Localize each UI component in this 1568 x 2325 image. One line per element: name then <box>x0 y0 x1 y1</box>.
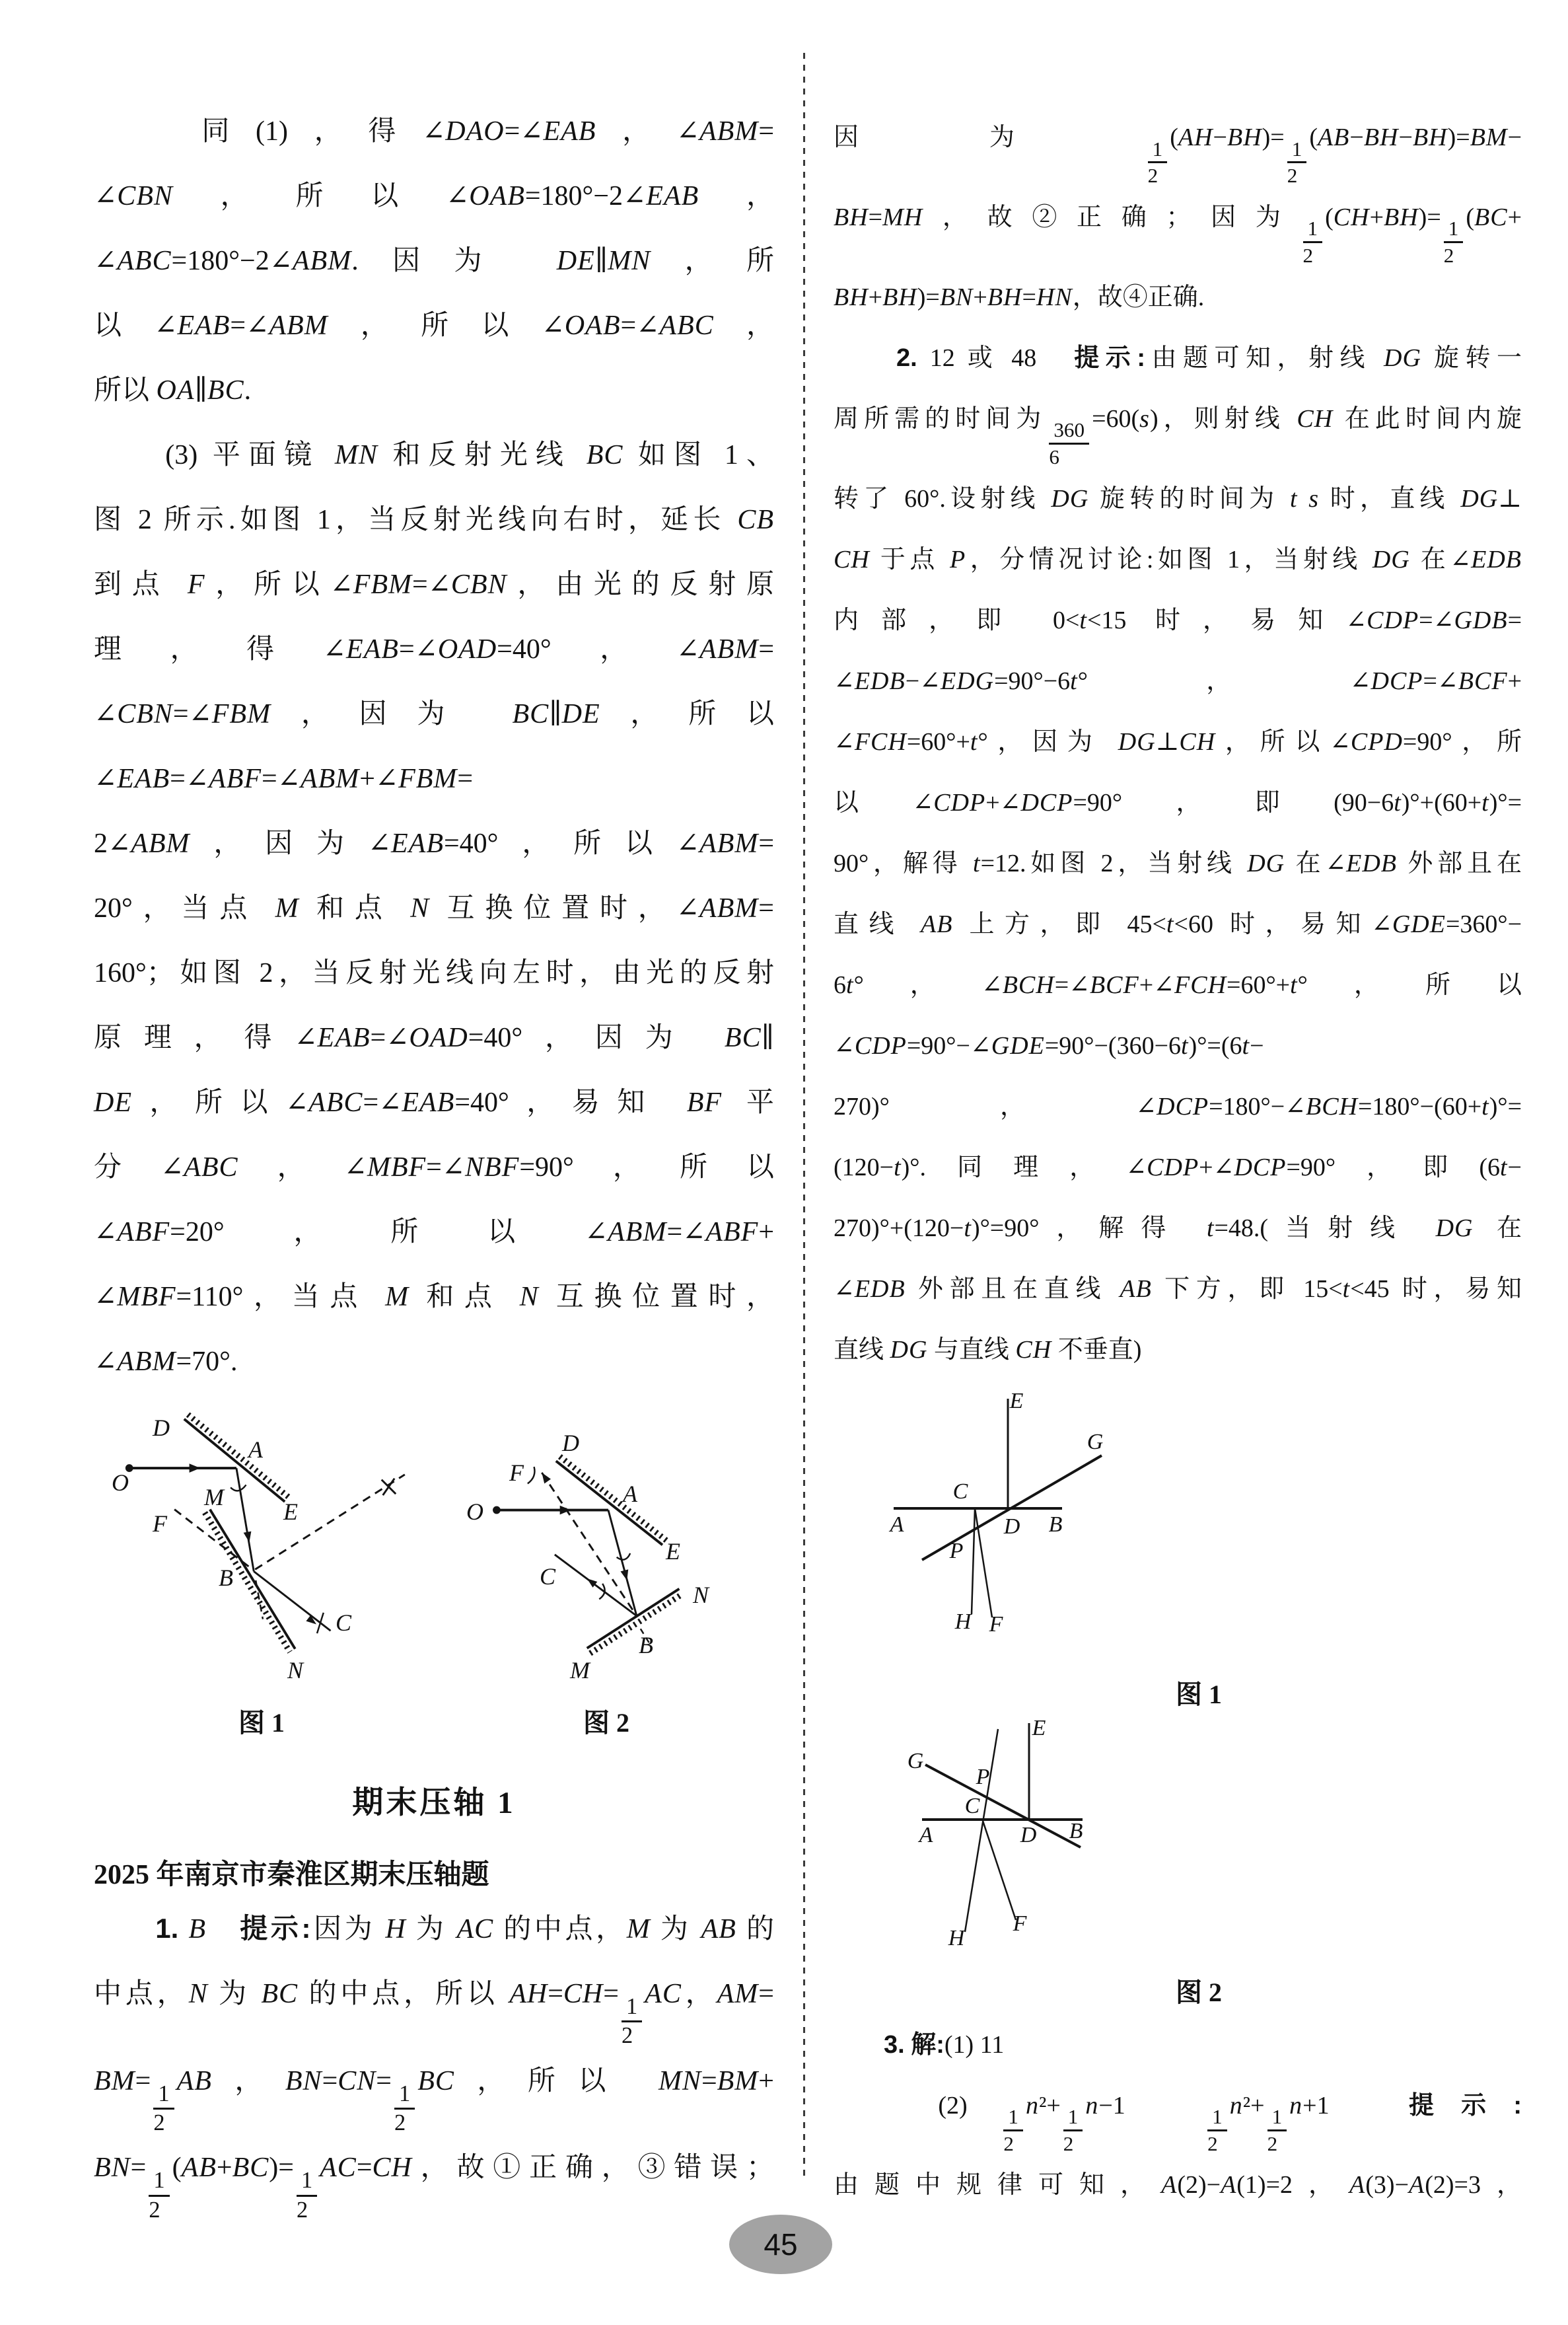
figure-caption: 图 1 <box>1176 1679 1222 1709</box>
right-column <box>834 107 1522 2215</box>
text-line: 90°，解得 t=12.如图 2，当射线 DG 在∠EDB 外部且在 <box>834 849 1522 877</box>
fraction: $\frac{1}{2}$ <box>1003 2106 1023 2155</box>
point-label-F: F <box>509 1459 524 1486</box>
text-line: 1. B 提示:因为 H 为 AC 的中点，M 为 AB 的 <box>155 1913 774 1944</box>
text-line: ∠MBF=110°，当点 M 和点 N 互换位置时， <box>94 1282 774 1312</box>
text-line: ∠EDB−∠EDG=90°−6t°，∠DCP=∠BCF+ <box>834 667 1522 695</box>
text-line: BH+BH)=BN+BH=HN，故④正确. <box>834 283 1205 311</box>
point-label-A: A <box>919 1822 933 1847</box>
answer3-text <box>834 2014 1522 2216</box>
text-line: 理，得∠EAB=∠OAD=40°，∠ABM= <box>94 634 774 665</box>
fraction: $\frac{1}{2}$ <box>394 2082 415 2135</box>
text-line: 2∠ABM，因为∠EAB=40°，所以∠ABM= <box>94 829 774 859</box>
point-label-F: F <box>989 1611 1003 1637</box>
answer1-text <box>94 1896 774 2223</box>
text-line: 图 2 所示.如图 1，当反射光线向右时，延长 CB <box>94 505 774 535</box>
figure-mirror-1-canvas <box>94 1411 429 1695</box>
point-label-C: C <box>952 1479 968 1504</box>
text-line: 以∠EAB=∠ABM，所以∠OAB=∠ABC， <box>94 311 774 341</box>
mirror-diagram-2 <box>439 1411 774 1695</box>
text-line: ∠FCH=60°+t°，因为 DG⊥CH，所以∠CPD=90°，所 <box>834 727 1522 756</box>
point-label-B: B <box>1069 1818 1083 1843</box>
point-label-E: E <box>1009 1388 1024 1413</box>
text-line: 270)°+(120−t)°=90°，解得 t=48.(当射线 DG 在 <box>834 1214 1522 1242</box>
point-label-B: B <box>219 1565 233 1591</box>
text-line: ∠ABC=180°−2∠ABM.因为 DE∥MN，所 <box>94 246 774 276</box>
point-label-M: M <box>204 1484 224 1510</box>
text-line: 所以 OA∥BC. <box>94 375 252 406</box>
point-label-D: D <box>1003 1514 1020 1539</box>
text-line: ∠CBN，所以∠OAB=180°−2∠EAB， <box>94 181 774 211</box>
point-label-O: O <box>466 1498 483 1525</box>
text-line: ∠CDP=90°−∠GDE=90°−(360−6t)°=(6t− <box>834 1031 1264 1060</box>
text-line: 由题中规律可知，A(2)−A(1)=2，A(3)−A(2)=3， <box>834 2171 1522 2199</box>
text-line: 到点 F，所以∠FBM=∠CBN，由光的反射原 <box>94 570 774 600</box>
text-line: 同(1)，得∠DAO=∠EAB，∠ABM= <box>94 116 774 147</box>
left-figures-row <box>94 1411 774 1740</box>
point-label-B: B <box>639 1632 653 1658</box>
fraction: $\frac{1}{2}$ <box>1267 2106 1287 2155</box>
point-label-F: F <box>153 1510 167 1537</box>
text-line: BM= $\frac{1}{2}$ AB，BN=CN= $\frac{1}{2}$ BC，所以 MN=BM+ <box>94 2065 774 2135</box>
point-label-C: C <box>539 1563 556 1590</box>
text-line: 270)°，∠DCP=180°−∠BCH=180°−(60+t)°= <box>834 1092 1522 1121</box>
text-line: (3) 平面镜 MN 和反射光线 BC 如图 1、 <box>94 440 774 470</box>
point-label-F: F <box>1013 1911 1027 1936</box>
figure-mirror-1 <box>94 1411 429 1740</box>
source-title: 2025 年南京市秦淮区期末压轴题 <box>94 1860 489 1890</box>
text-line: (120−t)°.同理，∠CDP+∠DCP=90°，即(6t− <box>834 1153 1522 1181</box>
fraction: $\frac{1}{2}$ <box>622 1995 642 2048</box>
point-label-M: M <box>570 1657 590 1683</box>
text-line: ∠EAB=∠ABF=∠ABM+∠FBM= <box>94 764 474 794</box>
point-label-D: D <box>562 1430 579 1456</box>
text-line: 3. 解:(1) 11 <box>884 2030 1005 2059</box>
figure-caption: 图 2 <box>1176 1977 1222 2007</box>
fraction: $\frac{1}{2}$ <box>1063 2106 1083 2155</box>
point-label-D: D <box>153 1415 170 1441</box>
point-label-D: D <box>1020 1822 1037 1847</box>
point-label-C: C <box>335 1609 352 1636</box>
text-line: DE，所以∠ABC=∠EAB=40°，易知 BF 平 <box>94 1088 774 1118</box>
text-line: 直线 AB 上方，即 45<t<60 时，易知∠GDE=360°− <box>834 910 1522 938</box>
text-line: 内部，即 0<t<15 时，易知∠CDP=∠GDB= <box>834 606 1522 634</box>
fraction: $\frac{1}{2}$ <box>1148 138 1168 187</box>
point-label-G: G <box>907 1748 924 1773</box>
figure-lines-2-canvas <box>876 1715 1522 1965</box>
text-line: 转了 60°.设射线 DG 旋转的时间为 t s 时，直线 DG⊥ <box>834 484 1522 513</box>
column-divider <box>803 53 805 2180</box>
point-label-E: E <box>1032 1715 1046 1740</box>
point-label-A: A <box>623 1481 637 1507</box>
text-line: 以∠CDP+∠DCP=90°，即(90−6t)°+(60+t)°= <box>834 788 1522 817</box>
right-solution-text <box>834 107 1522 1380</box>
text-line: ∠CBN=∠FBM，因为 BC∥DE，所以 <box>94 699 774 729</box>
point-label-O: O <box>112 1469 129 1496</box>
fraction: $\frac{360}{6}$ <box>1049 419 1089 468</box>
fraction: $\frac{1}{2}$ <box>153 2082 174 2135</box>
figure-lines-1 <box>876 1389 1522 1711</box>
point-label-H: H <box>948 1925 965 1950</box>
page-number-badge: 45 <box>729 2215 832 2274</box>
text-line: 因为 $\frac{1}{2}$ (AH−BH)= $\frac{1}{2}$ (AB−BH−BH)=BM− <box>834 124 1522 188</box>
text-line: ∠EDB 外部且在直线 AB 下方，即 15<t<45 时，易知 <box>834 1274 1522 1303</box>
text-line: (2) $\frac{1}{2}$ n²+ $\frac{1}{2}$ n−1 $\frac{1}{2}$ n²+ $\frac{1}{2}$ n+1 提示: <box>834 2091 1522 2155</box>
point-label-N: N <box>692 1582 709 1608</box>
text-line: 20°，当点 M 和点 N 互换位置时，∠ABM= <box>94 893 774 924</box>
point-label-B: B <box>1048 1512 1063 1537</box>
text-line: 分∠ABC，∠MBF=∠NBF=90°，所以 <box>94 1152 774 1183</box>
text-line: 160°；如图 2，当反射光线向左时，由光的反射 <box>94 958 774 988</box>
figure-lines-1-canvas <box>876 1389 1522 1667</box>
figure-caption: 图 1 <box>238 1708 285 1738</box>
fraction: $\frac{1}{2}$ <box>1287 138 1307 187</box>
point-label-P: P <box>949 1538 964 1563</box>
figure-mirror-2-canvas <box>439 1411 774 1695</box>
left-solution-text <box>94 99 774 1394</box>
fraction: $\frac{1}{2}$ <box>1207 2106 1227 2155</box>
text-line: ∠ABM=70°. <box>94 1347 238 1377</box>
fraction: $\frac{1}{2}$ <box>1303 217 1323 266</box>
figure-mirror-2 <box>439 1411 774 1740</box>
text-line: ∠ABF=20°，所以∠ABM=∠ABF+ <box>94 1217 774 1247</box>
text-line: CH 于点 P，分情况讨论:如图 1，当射线 DG 在∠EDB <box>834 545 1522 573</box>
figure-caption: 图 2 <box>583 1708 629 1738</box>
point-label-C: C <box>964 1793 980 1818</box>
point-label-E: E <box>666 1538 680 1565</box>
text-line: 周所需的时间为 $\frac{360}{6}$ =60(s)，则射线 CH 在此时间内旋 <box>834 404 1522 468</box>
text-line: 中点，N 为 BC 的中点，所以 AH=CH= $\frac{1}{2}$ AC，AM= <box>94 1979 774 2049</box>
point-label-G: G <box>1087 1429 1104 1454</box>
text-line: 原理，得∠EAB=∠OAD=40°，因为 BC∥ <box>94 1023 774 1053</box>
point-label-A: A <box>890 1512 904 1537</box>
left-column <box>94 99 774 2223</box>
point-label-P: P <box>976 1764 990 1789</box>
text-line: BN= $\frac{1}{2}$ (AB+BC)= $\frac{1}{2}$ AC=CH，故①正确，③错误； <box>94 2153 774 2223</box>
fraction: $\frac{1}{2}$ <box>149 2168 169 2222</box>
point-label-H: H <box>954 1609 972 1634</box>
section-heading: 期末压轴 1 <box>352 1786 516 1820</box>
text-line: 6t°，∠BCH=∠BCF+∠FCH=60°+t°，所以 <box>834 971 1522 999</box>
text-line: 2. 12 或 48 提示:由题可知，射线 DG 旋转一 <box>896 344 1522 372</box>
text-line: BH=MH，故②正确；因为 $\frac{1}{2}$ (CH+BH)= $\frac{1}{2}$ (BC+ <box>834 203 1522 268</box>
fraction: $\frac{1}{2}$ <box>1444 217 1464 266</box>
point-label-E: E <box>283 1498 298 1525</box>
text-line: 直线 DG 与直线 CH 不垂直) <box>834 1335 1142 1364</box>
point-label-N: N <box>287 1657 304 1683</box>
fraction: $\frac{1}{2}$ <box>297 2168 317 2222</box>
point-label-A: A <box>248 1436 263 1463</box>
figure-lines-2 <box>876 1715 1522 2009</box>
